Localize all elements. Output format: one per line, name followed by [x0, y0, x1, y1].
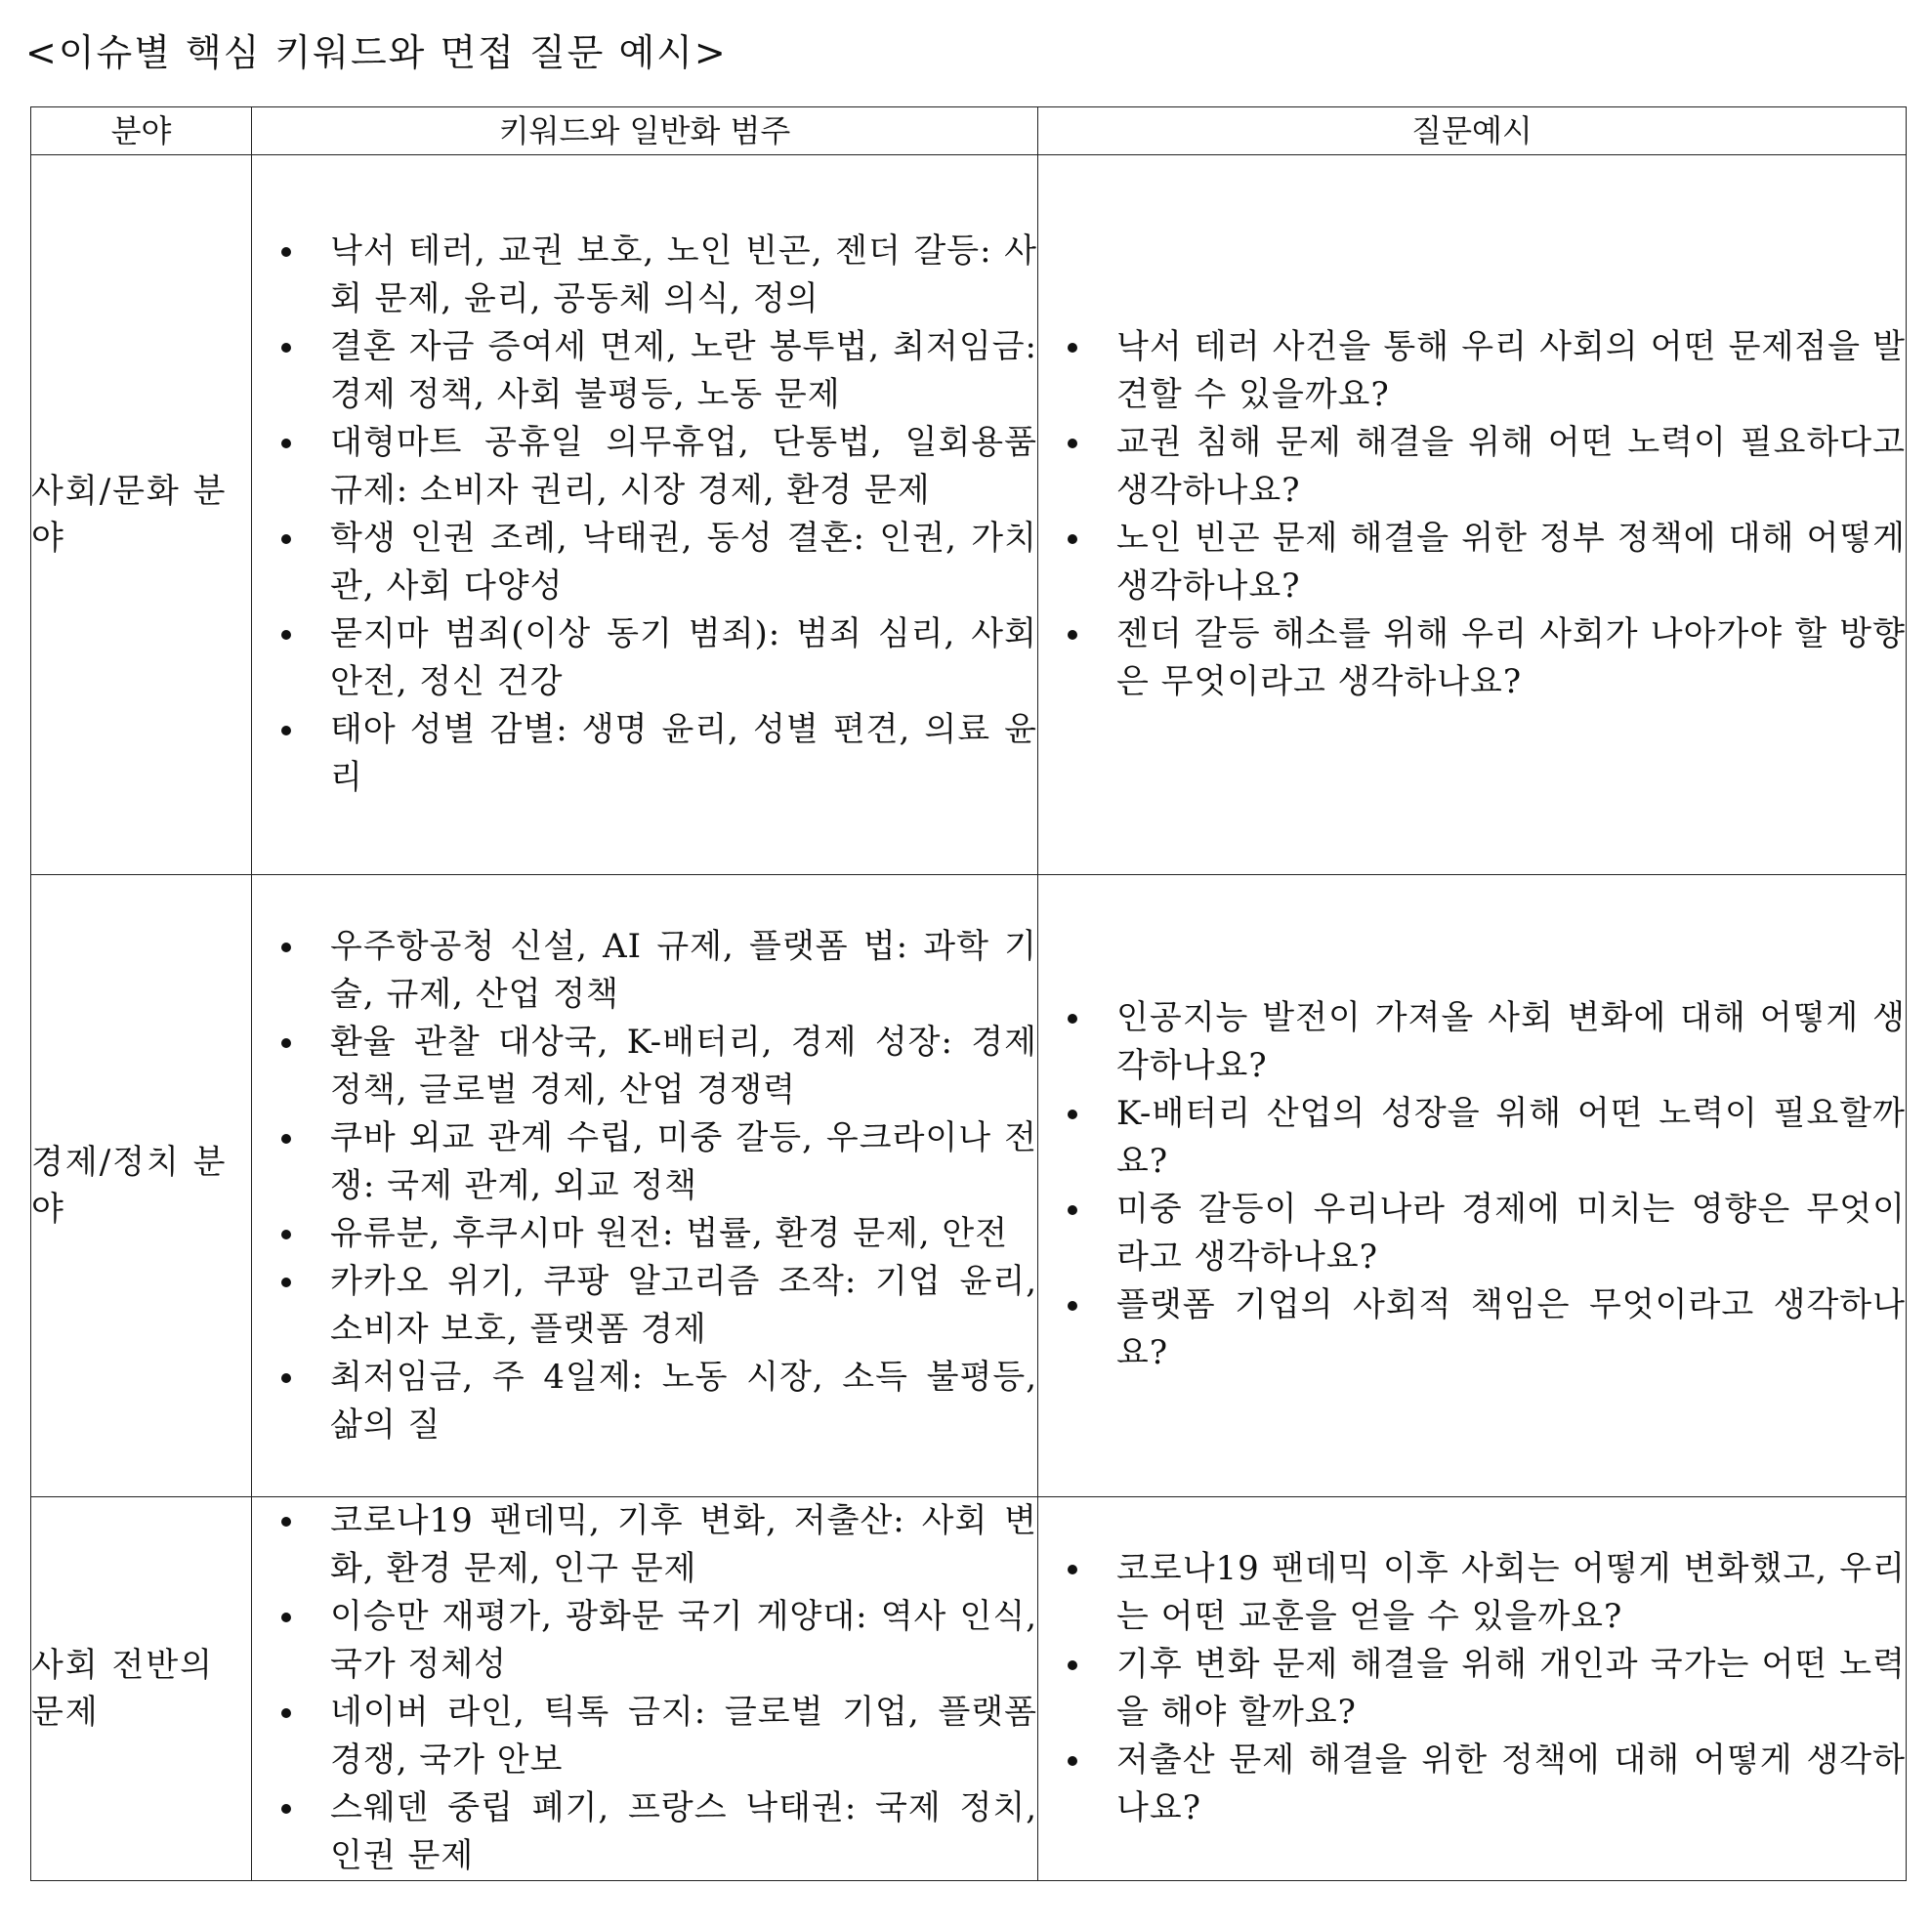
keyword-item [252, 323, 1037, 419]
keyword-item [252, 1593, 1037, 1689]
bullet-icon [281, 1134, 291, 1144]
question-text: K-배터리 산업의 성장을 위해 어떤 노력이 필요할까요? [1116, 1094, 1906, 1181]
keyword-item [252, 1114, 1037, 1210]
keyword-text: 코로나19 팬데믹, 기후 변화, 저출산: 사회 변화, 환경 문제, 인구 문제 [330, 1501, 1037, 1588]
question-item [1038, 994, 1906, 1090]
bullet-icon [281, 247, 291, 257]
question-text: 코로나19 팬데믹 이후 사회는 어떻게 변화했고, 우리는 어떤 교훈을 얻을 수 있을까요? [1116, 1549, 1906, 1636]
questions-cell [1038, 875, 1907, 1497]
keyword-item [252, 1354, 1037, 1449]
question-list [1038, 994, 1906, 1377]
column-header-keywords: 키워드와 일반화 범주 [252, 107, 1038, 155]
keyword-item [252, 1210, 1037, 1258]
keyword-item [252, 1497, 1037, 1593]
table-row [31, 155, 1907, 875]
bullet-icon [281, 1038, 291, 1048]
keyword-list [252, 1497, 1037, 1880]
question-text: 기후 변화 문제 해결을 위해 개인과 국가는 어떤 노력을 해야 할까요? [1116, 1645, 1906, 1732]
field-cell: 경제/정치 분야 [31, 875, 252, 1497]
question-item [1038, 1641, 1906, 1737]
question-item [1038, 1545, 1906, 1641]
question-item [1038, 1090, 1906, 1186]
bullet-icon [1068, 1205, 1077, 1215]
question-text: 미중 갈등이 우리나라 경제에 미치는 영향은 무엇이라고 생각하나요? [1116, 1190, 1906, 1277]
table-header-row [31, 107, 1907, 155]
question-item [1038, 1281, 1906, 1377]
question-text: 인공지능 발전이 가져올 사회 변화에 대해 어떻게 생각하나요? [1116, 998, 1906, 1085]
question-item [1038, 1737, 1906, 1832]
field-cell: 사회/문화 분야 [31, 155, 252, 875]
issue-keyword-table [30, 106, 1907, 1881]
keyword-text: 우주항공청 신설, AI 규제, 플랫폼 법: 과학 기술, 규제, 산업 정책 [330, 926, 1037, 1014]
bullet-icon [1068, 1756, 1077, 1766]
question-item [1038, 1186, 1906, 1281]
keyword-text: 낙서 테러, 교권 보호, 노인 빈곤, 젠더 갈등: 사회 문제, 윤리, 공동체 의식, 정의 [330, 231, 1037, 318]
question-item [1038, 515, 1906, 610]
keyword-text: 유류분, 후쿠시마 원전: 법률, 환경 문제, 안전 [330, 1213, 1009, 1253]
keyword-text: 묻지마 범죄(이상 동기 범죄): 범죄 심리, 사회 안전, 정신 건강 [330, 614, 1037, 701]
keyword-text: 이승만 재평가, 광화문 국기 게양대: 역사 인식, 국가 정체성 [330, 1597, 1037, 1684]
bullet-icon [281, 943, 291, 952]
keyword-item [252, 1019, 1037, 1114]
column-header-field: 분야 [31, 107, 252, 155]
questions-cell [1038, 1497, 1907, 1881]
keyword-item [252, 706, 1037, 802]
keyword-list [252, 923, 1037, 1449]
question-item [1038, 323, 1906, 419]
question-text: 낙서 테러 사건을 통해 우리 사회의 어떤 문제점을 발견할 수 있을까요? [1116, 327, 1906, 414]
keyword-text: 대형마트 공휴일 의무휴업, 단통법, 일회용품 규제: 소비자 권리, 시장 경제, 환경 문제 [330, 423, 1037, 510]
keyword-text: 쿠바 외교 관계 수립, 미중 갈등, 우크라이나 전쟁: 국제 관계, 외교 정책 [330, 1117, 1037, 1205]
bullet-icon [281, 1708, 291, 1718]
question-list [1038, 323, 1906, 706]
keyword-text: 태아 성별 감별: 생명 윤리, 성별 편견, 의료 윤리 [330, 710, 1037, 797]
keyword-item [252, 1258, 1037, 1354]
keyword-item [252, 610, 1037, 706]
keyword-item [252, 1689, 1037, 1784]
bullet-icon [281, 1230, 291, 1239]
keyword-item [252, 419, 1037, 515]
bullet-icon [1068, 1110, 1077, 1119]
bullet-icon [281, 534, 291, 544]
keywords-cell [252, 155, 1038, 875]
table-row [31, 875, 1907, 1497]
column-header-questions: 질문예시 [1038, 107, 1907, 155]
bullet-icon [281, 1278, 291, 1287]
keyword-text: 최저임금, 주 4일제: 노동 시장, 소득 불평등, 삶의 질 [330, 1357, 1037, 1445]
keyword-item [252, 228, 1037, 323]
bullet-icon [1068, 1301, 1077, 1311]
page-title: <이슈별 핵심 키워드와 면접 질문 예시> [25, 31, 728, 74]
bullet-icon [281, 1804, 291, 1814]
keyword-text: 환율 관찰 대상국, K-배터리, 경제 성장: 경제 정책, 글로벌 경제, 산업 경쟁력 [330, 1022, 1037, 1110]
bullet-icon [1068, 1565, 1077, 1574]
bullet-icon [281, 343, 291, 353]
keyword-text: 학생 인권 조례, 낙태권, 동성 결혼: 인권, 가치관, 사회 다양성 [330, 519, 1037, 606]
bullet-icon [281, 630, 291, 640]
field-cell: 사회 전반의 문제 [31, 1497, 252, 1881]
question-text: 젠더 갈등 해소를 위해 우리 사회가 나아가야 할 방향은 무엇이라고 생각하나요? [1116, 614, 1906, 701]
question-item [1038, 419, 1906, 515]
keyword-text: 네이버 라인, 틱톡 금지: 글로벌 기업, 플랫폼 경쟁, 국가 안보 [330, 1693, 1037, 1780]
keyword-text: 결혼 자금 증여세 면제, 노란 봉투법, 최저임금: 경제 정책, 사회 불평등, 노동 문제 [330, 327, 1037, 414]
bullet-icon [1068, 1660, 1077, 1670]
bullet-icon [281, 1517, 291, 1527]
bullet-icon [281, 1613, 291, 1622]
bullet-icon [1068, 630, 1077, 640]
question-text: 노인 빈곤 문제 해결을 위한 정부 정책에 대해 어떻게 생각하나요? [1116, 519, 1906, 606]
questions-cell [1038, 155, 1907, 875]
bullet-icon [1068, 439, 1077, 448]
bullet-icon [1068, 343, 1077, 353]
keyword-item [252, 923, 1037, 1019]
question-text: 교권 침해 문제 해결을 위해 어떤 노력이 필요하다고 생각하나요? [1116, 423, 1906, 510]
question-item [1038, 610, 1906, 706]
keyword-item [252, 515, 1037, 610]
keyword-text: 카카오 위기, 쿠팡 알고리즘 조작: 기업 윤리, 소비자 보호, 플랫폼 경제 [330, 1261, 1037, 1349]
question-text: 저출산 문제 해결을 위한 정책에 대해 어떻게 생각하나요? [1116, 1740, 1906, 1827]
keyword-list [252, 228, 1037, 802]
table-row [31, 1497, 1907, 1881]
bullet-icon [281, 726, 291, 735]
keywords-cell [252, 1497, 1038, 1881]
question-text: 플랫폼 기업의 사회적 책임은 무엇이라고 생각하나요? [1116, 1285, 1906, 1372]
bullet-icon [1068, 1014, 1077, 1024]
question-list [1038, 1545, 1906, 1832]
bullet-icon [281, 1373, 291, 1383]
keyword-item [252, 1784, 1037, 1880]
bullet-icon [1068, 534, 1077, 544]
keywords-cell [252, 875, 1038, 1497]
keyword-text: 스웨덴 중립 폐기, 프랑스 낙태권: 국제 정치, 인권 문제 [330, 1788, 1037, 1875]
bullet-icon [281, 439, 291, 448]
